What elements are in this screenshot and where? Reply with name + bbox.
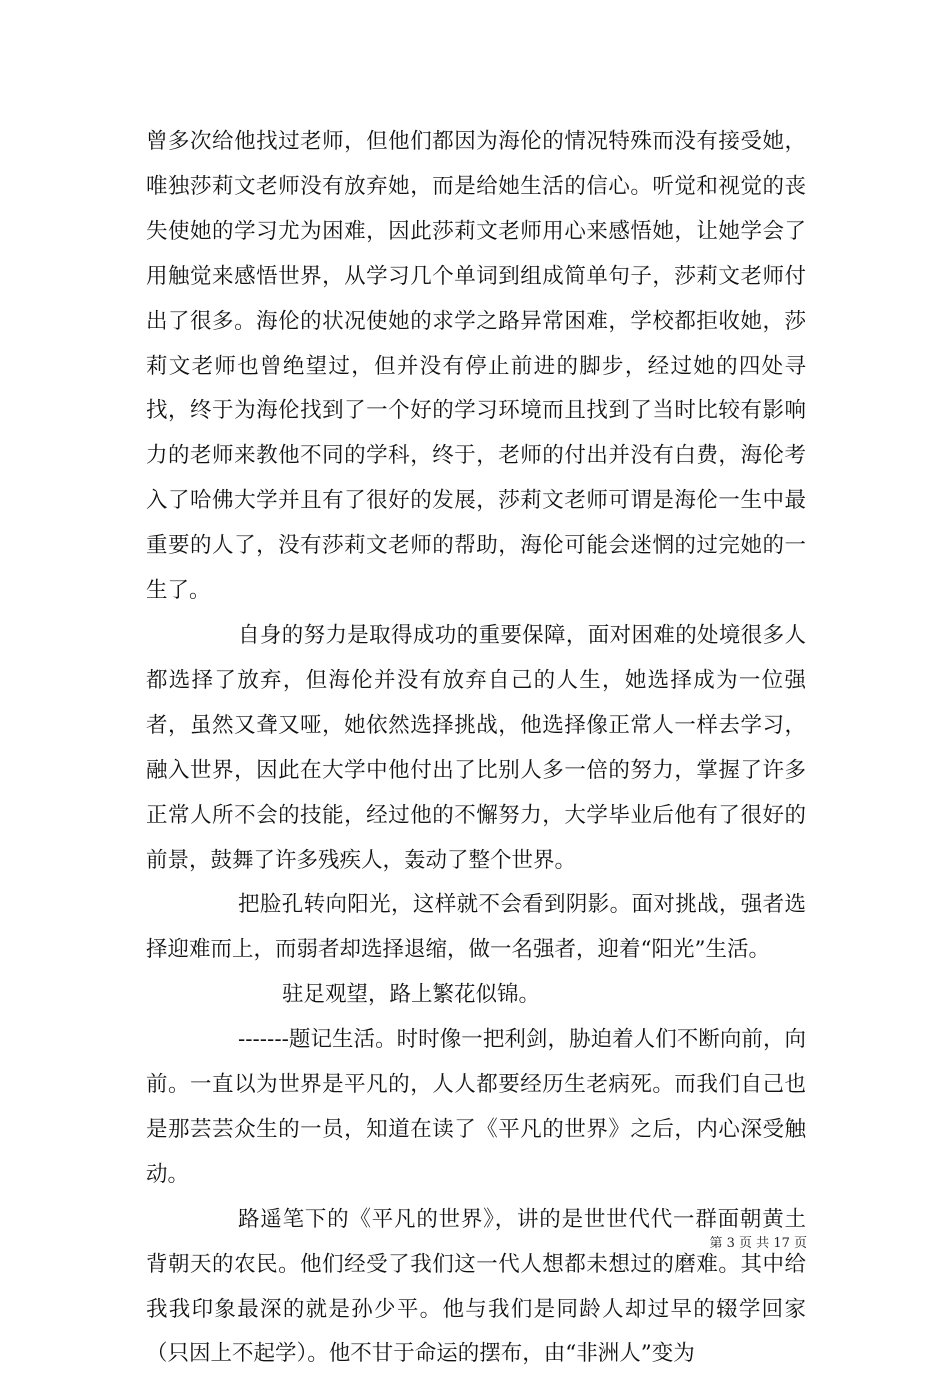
paragraph-essay-title: 驻足观望，路上繁花似锦。 <box>282 982 541 1008</box>
paragraph-epigraph: -------题记生活。时时像一把利剑，胁迫着人们不断向前，向前。一直以为世界是平凡的，人人都要经历生老病死。而我们自己也是那芸芸众生的一员，知道在读了《平凡的世界》之后，内心深受触动。 <box>146 1027 806 1187</box>
paragraph-helen-teacher: 曾多次给他找过老师，但他们都因为海伦的情况特殊而没有接受她，唯独莎莉文老师没有放弃她，而是给她生活的信心。听觉和视觉的丧失使她的学习尤为困难，因此莎莉文老师用心来感悟她，让她学会了用触觉来感悟世界，从学习几个单词到组成简单句子，莎莉文老师付出了很多。海伦的状况使她的求学之路异常困难，学校都拒收她，莎莉文老师也曾绝望过，但并没有停止前进的脚步，经过她的四处寻找，终于为海伦找到了一个好的学习环境而且找到了当时比较有影响力的老师来教他不同的学科，终于，老师的付出并没有白费，海伦考入了哈佛大学并且有了很好的发展，莎莉文老师可谓是海伦一生中最重要的人了，没有莎莉文老师的帮助，海伦可能会迷惘的过完她的一生了。 <box>146 129 806 604</box>
document-body <box>146 120 806 1377</box>
paragraph-ordinary-world: 路遥笔下的《平凡的世界》，讲的是世世代代一群面朝黄土背朝天的农民。他们经受了我们这一代人想都未想过的磨难。其中给我我印象最深的就是孙少平。他与我们是同龄人却过早的辍学回家（只因上不起学）。他不甘于命运的摆布，由“非洲人”变为 <box>146 1206 806 1367</box>
page-number-footer: 第 3 页 共 17 页 <box>709 1236 807 1251</box>
paragraph-face-sunshine: 把脸孔转向阳光，这样就不会看到阴影。面对挑战，强者选择迎难而上，而弱者却选择退缩，做一名强者，迎着“阳光”生活。 <box>146 892 806 963</box>
paragraph-self-effort: 自身的努力是取得成功的重要保障，面对困难的处境很多人都选择了放弃，但海伦并没有放弃自己的人生，她选择成为一位强者，虽然又聋又哑，她依然选择挑战，他选择像正常人一样去学习，融入世界，因此在大学中他付出了比别人多一倍的努力，掌握了许多正常人所不会的技能，经过他的不懈努力，大学毕业后他有了很好的前景，鼓舞了许多残疾人，轰动了整个世界。 <box>146 622 806 873</box>
